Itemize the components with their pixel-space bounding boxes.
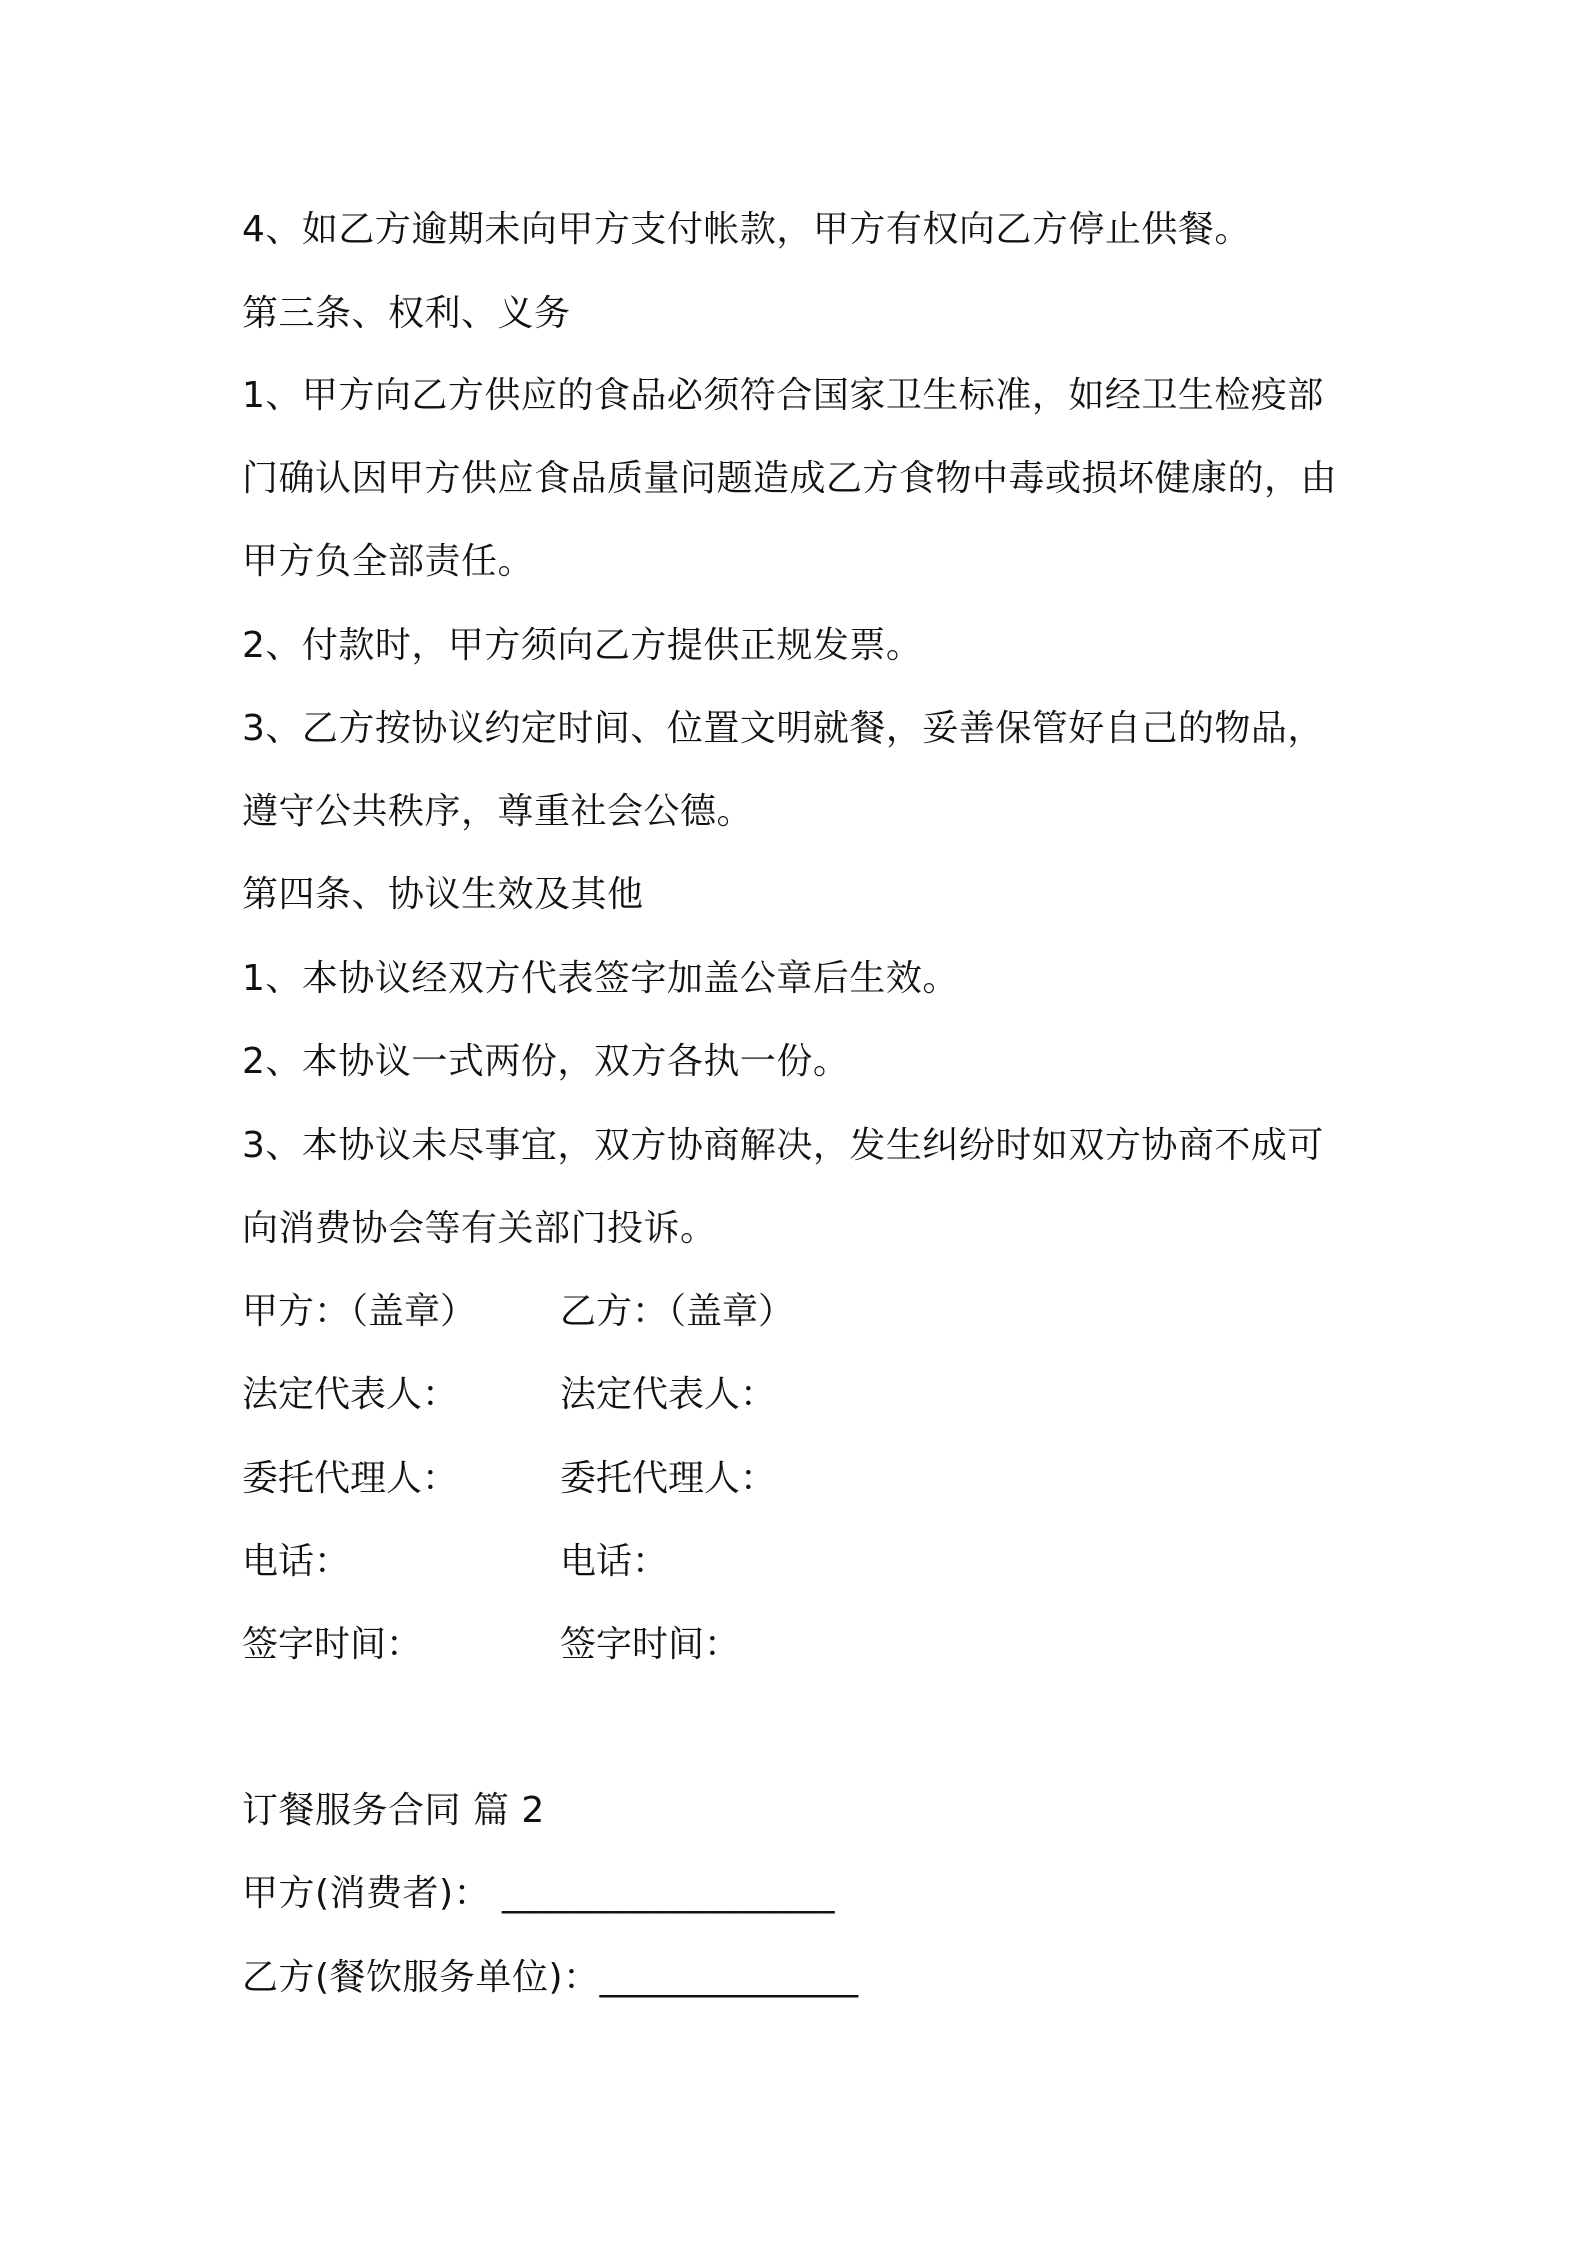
article-3-item-1-line-2: 门确认因甲方供应食品质量问题造成乙方食物中毒或损坏健康的，由 (242, 458, 1338, 499)
party-a-agent-label: 委托代理人： (242, 1458, 459, 1499)
section-2-party-a: 甲方(消费者)： __________________ (242, 1873, 836, 1914)
article-4-item-2: 2、本协议一式两份，双方各执一份。 (242, 1041, 850, 1082)
article-3-item-1-line-3: 甲方负全部责任。 (242, 541, 535, 582)
party-b-seal-label: 乙方：（盖章） (560, 1291, 795, 1332)
article-4-item-3-line-1: 3、本协议未尽事宜，双方协商解决，发生纠纷时如双方协商不成可 (242, 1125, 1324, 1166)
article-4-heading: 第四条、协议生效及其他 (242, 874, 644, 915)
article-3-item-3-line-2: 遵守公共秩序，尊重社会公德。 (242, 791, 754, 832)
section-2-title: 订餐服务合同 篇 2 (242, 1790, 545, 1831)
party-b-agent-label: 委托代理人： (560, 1458, 777, 1499)
party-b-legal-rep-label: 法定代表人： (560, 1374, 777, 1415)
article-4-item-3-line-2: 向消费协会等有关部门投诉。 (242, 1208, 717, 1249)
article-3-heading: 第三条、权利、义务 (242, 293, 571, 334)
article-3-item-2: 2、付款时，甲方须向乙方提供正规发票。 (242, 625, 923, 666)
article-3-item-1-line-1: 1、甲方向乙方供应的食品必须符合国家卫生标准，如经卫生检疫部 (242, 375, 1324, 416)
section-2-party-b: 乙方(餐饮服务单位)：______________ (242, 1957, 859, 1998)
party-b-sign-time-label: 签字时间： (560, 1624, 741, 1665)
party-a-legal-rep-label: 法定代表人： (242, 1374, 459, 1415)
party-a-sign-time-label: 签字时间： (242, 1624, 423, 1665)
article-4-item-1: 1、本协议经双方代表签字加盖公章后生效。 (242, 958, 959, 999)
article-3-item-3-line-1: 3、乙方按协议约定时间、位置文明就餐，妥善保管好自己的物品， (242, 708, 1324, 749)
party-a-phone-label: 电话： (242, 1541, 351, 1582)
party-b-phone-label: 电话： (560, 1541, 669, 1582)
party-a-seal-label: 甲方：（盖章） (242, 1291, 477, 1332)
clause-3-4-text: 4、如乙方逾期未向甲方支付帐款，甲方有权向乙方停止供餐。 (242, 209, 1251, 250)
